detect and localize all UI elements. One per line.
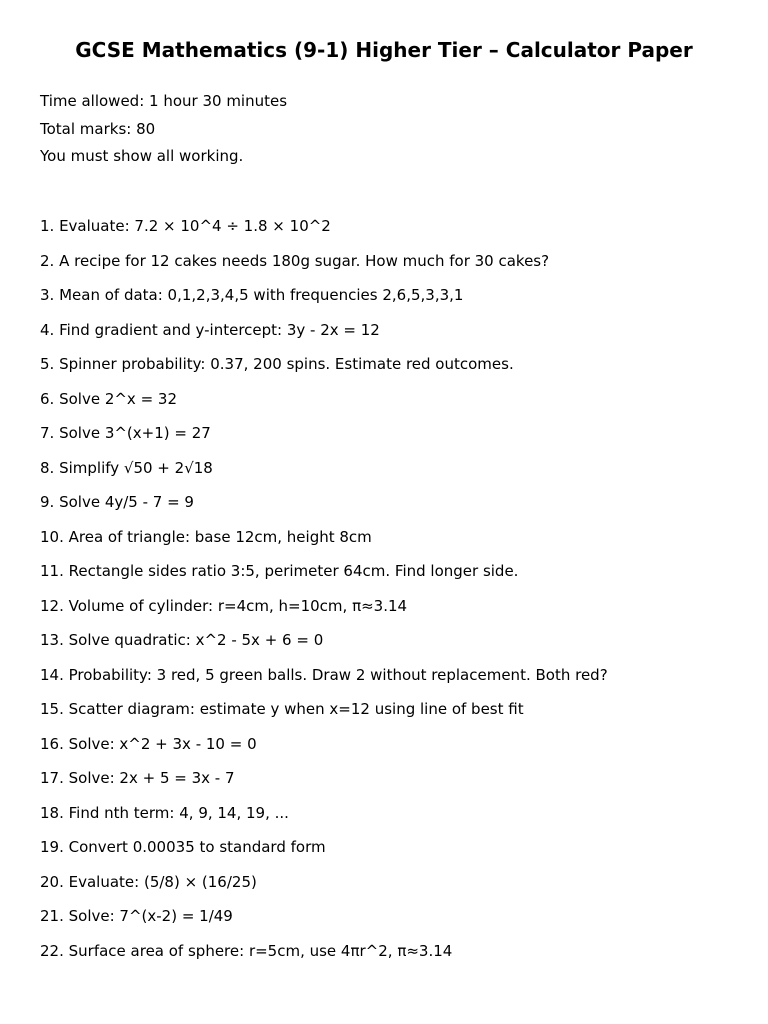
question-item: 11. Rectangle sides ratio 3:5, perimeter 64cm. Find longer side. [40, 562, 519, 580]
question-item: 19. Convert 0.00035 to standard form [40, 838, 326, 856]
question-item: 18. Find nth term: 4, 9, 14, 19, ... [40, 803, 289, 822]
question-item: 15. Scatter diagram: estimate y when x=12 using line of best fit [40, 700, 524, 718]
time-allowed-text: Time allowed: 1 hour 30 minutes [40, 92, 288, 110]
question-item: 1. Evaluate: 7.2 × 10^4 ÷ 1.8 × 10^2 [40, 217, 331, 235]
question-item: 4. Find gradient and y-intercept: 3y - 2x = 12 [40, 320, 380, 339]
question-item: 22. Surface area of sphere: r=5cm, use 4πr^2, π≈3.14 [40, 941, 453, 960]
question-item: 7. Solve 3^(x+1) = 27 [40, 424, 211, 442]
question-item: 9. Solve 4y/5 - 7 = 9 [40, 493, 194, 511]
question-item: 5. Spinner probability: 0.37, 200 spins. Estimate red outcomes. [40, 355, 514, 373]
question-item: 12. Volume of cylinder: r=4cm, h=10cm, π≈3.14 [40, 596, 408, 615]
question-item: 2. A recipe for 12 cakes needs 180g sugar. How much for 30 cakes? [40, 251, 550, 270]
question-item: 10. Area of triangle: base 12cm, height 8cm [40, 527, 372, 546]
question-item: 3. Mean of data: 0,1,2,3,4,5 with frequencies 2,6,5,3,3,1 [40, 286, 464, 304]
question-item: 21. Solve: 7^(x-2) = 1/49 [40, 907, 233, 925]
question-item: 6. Solve 2^x = 32 [40, 389, 177, 408]
total-marks-text: Total marks: 80 [40, 119, 156, 138]
question-item: 14. Probability: 3 red, 5 green balls. Draw 2 without replacement. Both red? [40, 665, 608, 684]
page-title: GCSE Mathematics (9-1) Higher Tier – Calculator Paper [75, 38, 693, 62]
question-item: 16. Solve: x^2 + 3x - 10 = 0 [40, 734, 257, 753]
question-item: 8. Simplify √50 + 2√18 [40, 458, 213, 477]
question-list [40, 215, 608, 974]
question-item: 17. Solve: 2x + 5 = 3x - 7 [40, 769, 235, 787]
exam-info [40, 88, 287, 171]
working-instruction-text: You must show all working. [40, 147, 244, 165]
question-item: 20. Evaluate: (5/8) × (16/25) [40, 872, 257, 891]
question-item: 13. Solve quadratic: x^2 - 5x + 6 = 0 [40, 631, 324, 649]
